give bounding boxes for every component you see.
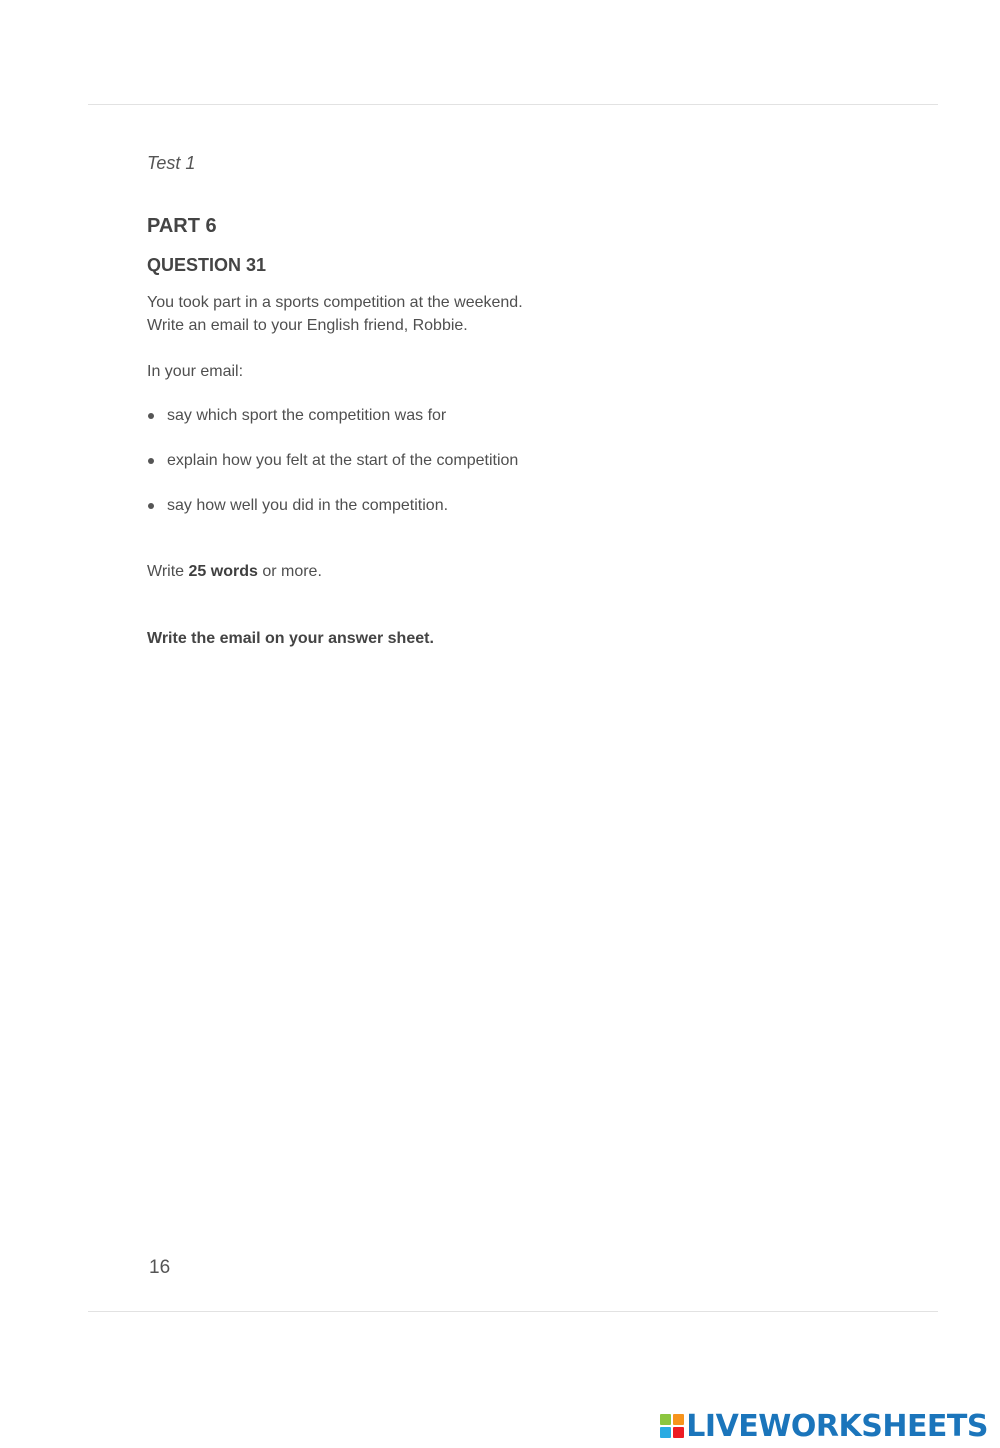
bullet-text: explain how you felt at the start of the competition	[167, 452, 519, 469]
bullet-text: say which sport the competition was for	[167, 407, 447, 424]
page-number: 16	[149, 1257, 171, 1278]
task-intro	[147, 291, 523, 337]
liveworksheets-logo-icon	[660, 1414, 684, 1438]
brand-name: LIVEWORKSHEETS	[686, 1408, 988, 1444]
task-bullet-list	[147, 404, 518, 539]
bullet-dot-icon	[148, 458, 154, 464]
question-heading: QUESTION 31	[147, 255, 267, 275]
bullet-item	[147, 494, 518, 539]
liveworksheets-brand	[660, 1406, 988, 1446]
bullet-text: say how well you did in the competition.	[167, 497, 449, 514]
intro-line: You took part in a sports competition at the weekend.	[147, 294, 523, 311]
bottom-divider	[88, 1311, 938, 1312]
bullet-dot-icon	[148, 503, 154, 509]
word-count-requirement	[147, 563, 322, 581]
top-divider	[88, 104, 938, 105]
lead-in-text: In your email:	[147, 363, 244, 380]
intro-line: Write an email to your English friend, Robbie.	[147, 317, 468, 334]
word-count-value: 25 words	[188, 563, 258, 580]
word-count-suffix: or more.	[262, 563, 322, 580]
bullet-item	[147, 449, 518, 494]
bullet-item	[147, 404, 518, 449]
answer-sheet-instruction: Write the email on your answer sheet.	[147, 630, 434, 647]
part-heading: PART 6	[147, 215, 217, 237]
bullet-dot-icon	[148, 413, 154, 419]
word-count-prefix: Write	[147, 563, 185, 580]
test-label: Test 1	[147, 153, 196, 173]
